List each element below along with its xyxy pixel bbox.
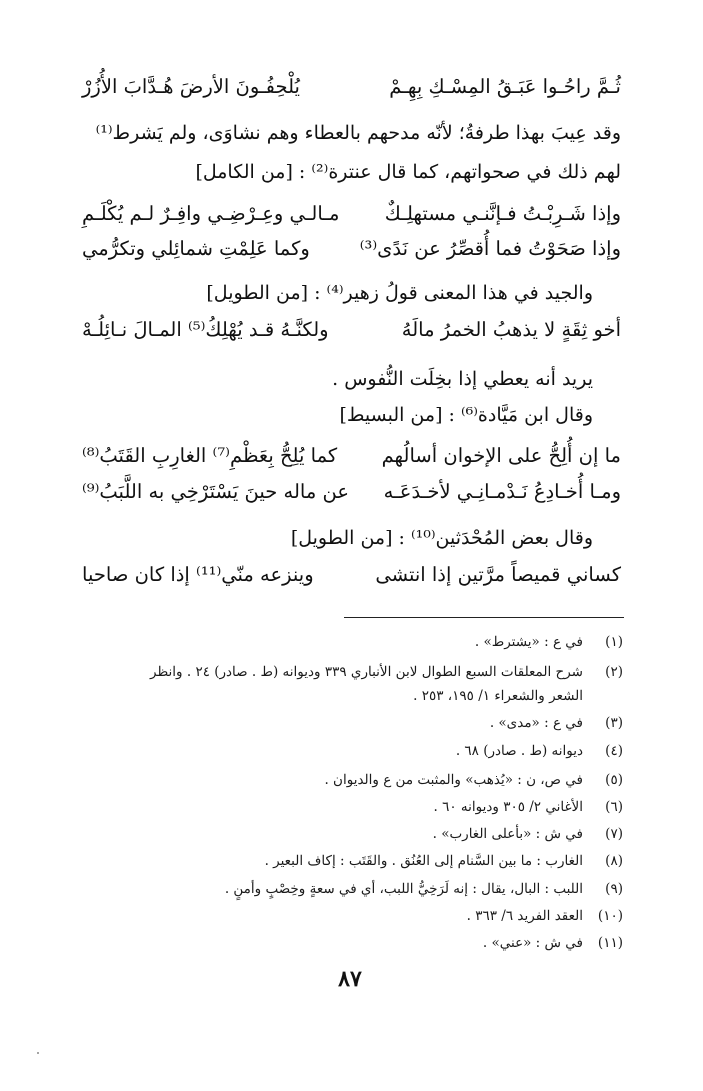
footnote-text: الشعر والشعراء ١/ ١٩٥، ٢٥٣ . (413, 688, 583, 704)
verse-7-second-hemistich: وينزعه منّي⁽¹¹⁾ إذا كان صاحيا (82, 563, 314, 586)
footnote-number: (٩) (605, 881, 623, 897)
footnote-text: العقد الفريد ٦/ ٣٦٣ . (466, 908, 583, 924)
footnote (456, 741, 623, 761)
verse-1-second-hemistich: يُلْحِفُـونَ الأرضَ هُـدَّابَ الأُزُرْ (82, 75, 300, 98)
footnote-number: (٥) (605, 772, 623, 788)
page-number: ٨٧ (338, 966, 362, 992)
footnote-number: (٧) (605, 826, 623, 842)
footnote-number: (٣) (605, 715, 623, 731)
verse-5-second-hemistich: كما يُلِحُّ بِعَظْمِ⁽⁷⁾ الغارِبِ القَتَبُ⁽⁸⁾ (82, 444, 338, 467)
verse-3-first-hemistich: وإذا صَحَوْتُ فما أُقصِّرُ عن نَدًى⁽³⁾ (359, 237, 621, 260)
footnote-number: (٤) (605, 743, 623, 759)
footnote-number: (٨) (605, 853, 623, 869)
footnote-text: الغارب : ما بين السَّنام إلى العُنُق . والقَتَب : إكاف البعير . (264, 853, 583, 869)
footnote (265, 851, 623, 871)
footnote (150, 662, 623, 682)
footnote-text: في ش : «عني» . (482, 935, 583, 951)
footnote (324, 770, 623, 790)
footnote-number: (١٠) (597, 908, 623, 924)
prose-line: يريد أنه يعطي إذا بخِلَت النُّفوس . (332, 368, 593, 390)
footnote (433, 824, 623, 844)
verse-4-first-hemistich: أخو ثِقَةٍ لا يذهبُ الخمرُ مالَهُ (401, 318, 621, 341)
footnote-number: (٦) (605, 799, 623, 815)
verse-6-first-hemistich: ومـا أُخـادِعُ نَـدْمـانِـي لأخـدَعَـه (383, 480, 621, 503)
footnote (433, 797, 623, 817)
prose-line: وقد عِيبَ بهذا طرفةُ؛ لأنّه مدحهم بالعطاء وهم نشاوَى، ولم يَشرط⁽¹⁾ (95, 122, 621, 144)
footnote-text: شرح المعلقات السبع الطوال لابن الأنباري ٣٣٩ وديوانه (ط . صادر) ٢٤ . وانظر (150, 664, 583, 680)
footnote-text: في ع : «يشترط» . (474, 634, 583, 650)
verse-6-second-hemistich: عن ماله حينَ يَسْتَرْخِي به اللَّبَبُ⁽⁹⁾ (82, 480, 349, 503)
footnote (475, 632, 623, 652)
footnote-text: الأغاني ٢/ ٣٠٥ وديوانه ٦٠ . (433, 799, 583, 815)
verse-5-first-hemistich: ما إن أُلِحُّ على الإخوان أسالُهم (381, 444, 621, 467)
footnote-number: (١١) (597, 935, 623, 951)
footnote-text: في ش : «بأعلى الغارب» . (432, 826, 583, 842)
prose-line: وقال بعض المُحْدَثين⁽¹⁰⁾ : [من الطويل] (290, 527, 593, 549)
prose-line: وقال ابن مَيَّادة⁽⁶⁾ : [من البسيط] (339, 404, 593, 426)
verse-1-first-hemistich: ثُـمَّ راحُـوا عَبَـقُ المِسْـكِ بِهِـمْ (389, 75, 621, 98)
verse-3-second-hemistich: وكما عَلِمْتِ شمائِلي وتكرُّمي (82, 237, 310, 260)
footnote-text: في ع : «مدى» . (489, 715, 583, 731)
prose-line: والجيد في هذا المعنى قولُ زهير⁽⁴⁾ : [من الطويل] (206, 282, 593, 304)
footnote-number: (٢) (605, 664, 623, 680)
footnote-text: ديوانه (ط . صادر) ٦٨ . (455, 743, 583, 759)
scan-speck (37, 1052, 39, 1054)
verse-7-first-hemistich: كساني قميصاً مرَّتين إذا انتشى (375, 563, 621, 586)
verse-2-first-hemistich: وإذا شَـرِبْـتُ فـإنَّنـي مستهلِـكٌ (384, 202, 621, 225)
footnote (467, 906, 623, 926)
footnote-separator (344, 617, 624, 618)
footnote-number: (١) (605, 634, 623, 650)
prose-line: لهم ذلك في صحواتهم، كما قال عنترة⁽²⁾ : [من الكامل] (195, 161, 621, 183)
footnote-text: اللبب : البال، يقال : إنه لَرَخِيُّ اللبب، أي في سعةٍ وخِصْبٍ وأمنٍ . (224, 881, 583, 897)
verse-4-second-hemistich: ولكنَّـهُ قـد يُهْلِكُ⁽⁵⁾ المـالَ نـائِلُـهْ (82, 318, 329, 341)
footnote (490, 713, 623, 733)
verse-2-second-hemistich: مـالـي وعِـرْضِـي وافِـرٌ لـم يُكْلَـمِ (82, 202, 340, 225)
footnote (413, 686, 623, 706)
footnote (225, 879, 623, 899)
footnote-text: في ص، ن : «يُذهب» والمثبت من ع والديوان . (324, 772, 583, 788)
footnote (483, 933, 623, 953)
